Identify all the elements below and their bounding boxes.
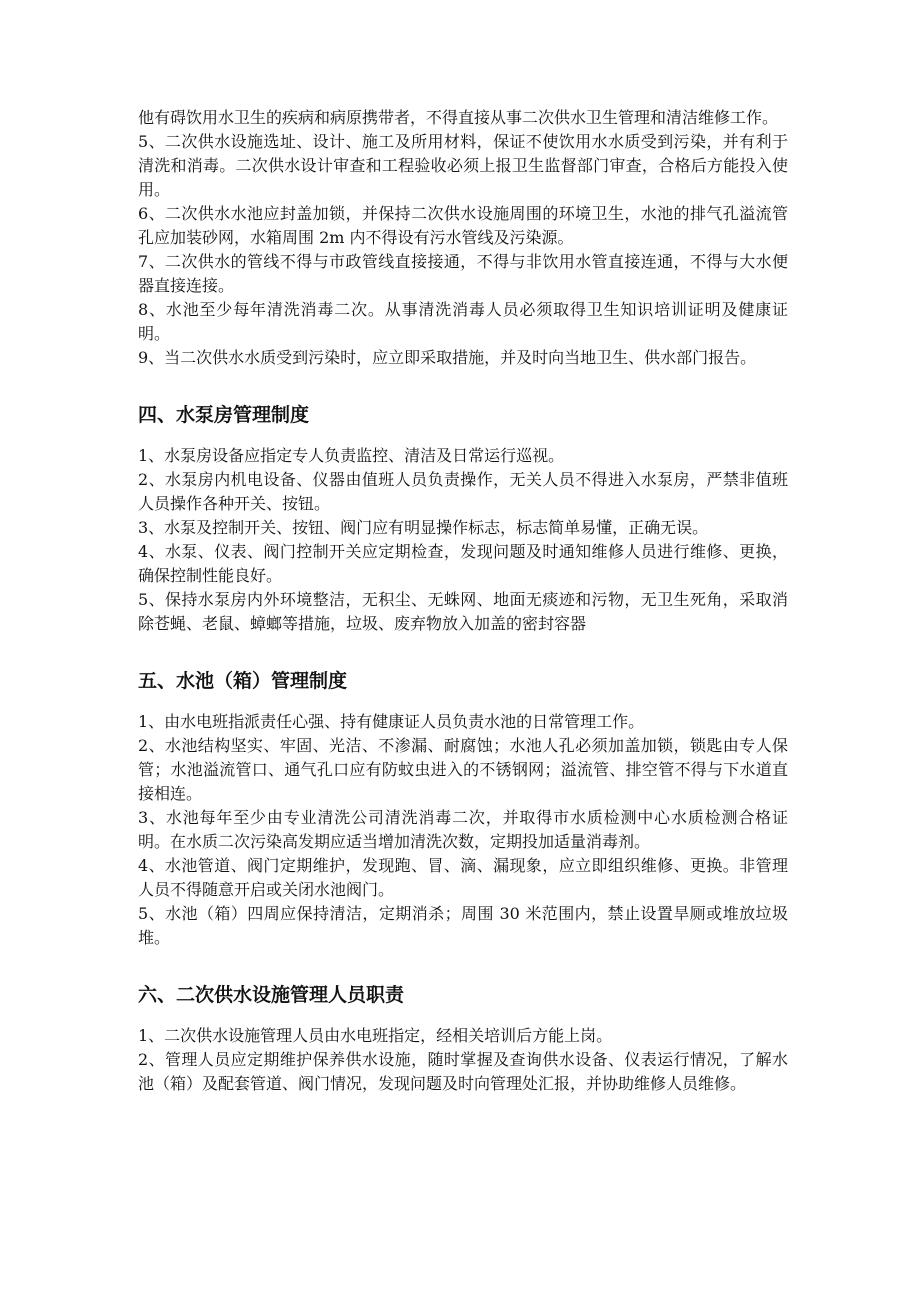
pump-room-section (138, 401, 788, 636)
list-item: 2、管理人员应定期维护保养供水设施，随时掌握及查询供水设备、仪表运行情况，了解水池（箱）及配套管道、阀门情况，发现问题及时向管理处汇报，并协助维修人员维修。 (138, 1050, 788, 1093)
document-page (138, 106, 788, 1096)
section-heading: 五、水池（箱）管理制度 (138, 670, 348, 692)
list-item: 1、水泵房设备应指定专人负责监控、清洁及日常运行巡视。 (138, 446, 565, 465)
list-item: 9、当二次供水水质受到污染时，应立即采取措施，并及时向当地卫生、供水部门报告。 (138, 348, 757, 367)
list-item: 1、由水电班指派责任心强、持有健康证人员负责水池的日常管理工作。 (138, 712, 645, 731)
list-item: 8、水池至少每年清洗消毒二次。从事清洗消毒人员必须取得卫生知识培训证明及健康证明。 (138, 300, 788, 343)
list-item: 4、水泵、仪表、阀门控制开关应定期检查，发现问题及时通知维修人员进行维修、更换，确保控制性能良好。 (138, 542, 788, 585)
list-item: 3、水泵及控制开关、按钮、阀门应有明显操作标志，标志简单易懂，正确无误。 (138, 518, 709, 537)
staff-duties-section (138, 981, 788, 1096)
list-item: 5、保持水泵房内外环境整洁，无积尘、无蛛网、地面无痰迹和污物，无卫生死角，采取消除苍蝇、老鼠、蟑螂等措施，垃圾、废弃物放入加盖的密封容器 (138, 590, 788, 633)
list-item: 5、水池（箱）四周应保持清洁，定期消杀；周围 30 米范围内，禁止设置旱厕或堆放垃圾堆。 (138, 904, 788, 947)
water-tank-section (138, 667, 788, 950)
section-heading: 四、水泵房管理制度 (138, 404, 310, 426)
list-item: 7、二次供水的管线不得与市政管线直接接通，不得与非饮用水管直接连通，不得与大水便器直接连接。 (138, 252, 788, 295)
list-item: 2、水泵房内机电设备、仪器由值班人员负责操作，无关人员不得进入水泵房，严禁非值班人员操作各种开关、按钮。 (138, 470, 788, 513)
list-item: 2、水池结构坚实、牢固、光洁、不渗漏、耐腐蚀；水池人孔必须加盖加锁，锁匙由专人保管；水池溢流管口、通气孔口应有防蚊虫进入的不锈钢网；溢流管、排空管不得与下水道直接相连。 (138, 736, 788, 803)
intro-section (138, 106, 788, 370)
list-item: 3、水池每年至少由专业清洗公司清洗消毒二次，并取得市水质检测中心水质检测合格证明。在水质二次污染高发期应适当增加清洗次数，定期投加适量消毒剂。 (138, 808, 788, 851)
list-item: 6、二次供水水池应封盖加锁，并保持二次供水设施周围的环境卫生，水池的排气孔溢流管孔应加装砂网，水箱周围 2m 内不得设有污水管线及污染源。 (138, 204, 788, 247)
list-item: 1、二次供水设施管理人员由水电班指定，经相关培训后方能上岗。 (138, 1026, 613, 1045)
list-item: 他有碍饮用水卫生的疾病和病原携带者，不得直接从事二次供水卫生管理和清洁维修工作。 (138, 108, 779, 127)
section-heading: 六、二次供水设施管理人员职责 (138, 984, 405, 1006)
list-item: 4、水池管道、阀门定期维护，发现跑、冒、滴、漏现象，应立即组织维修、更换。非管理人员不得随意开启或关闭水池阀门。 (138, 856, 788, 899)
list-item: 5、二次供水设施选址、设计、施工及所用材料，保证不使饮用水水质受到污染，并有利于清洗和消毒。二次供水设计审查和工程验收必须上报卫生监督部门审查，合格后方能投入使用。 (138, 132, 788, 199)
